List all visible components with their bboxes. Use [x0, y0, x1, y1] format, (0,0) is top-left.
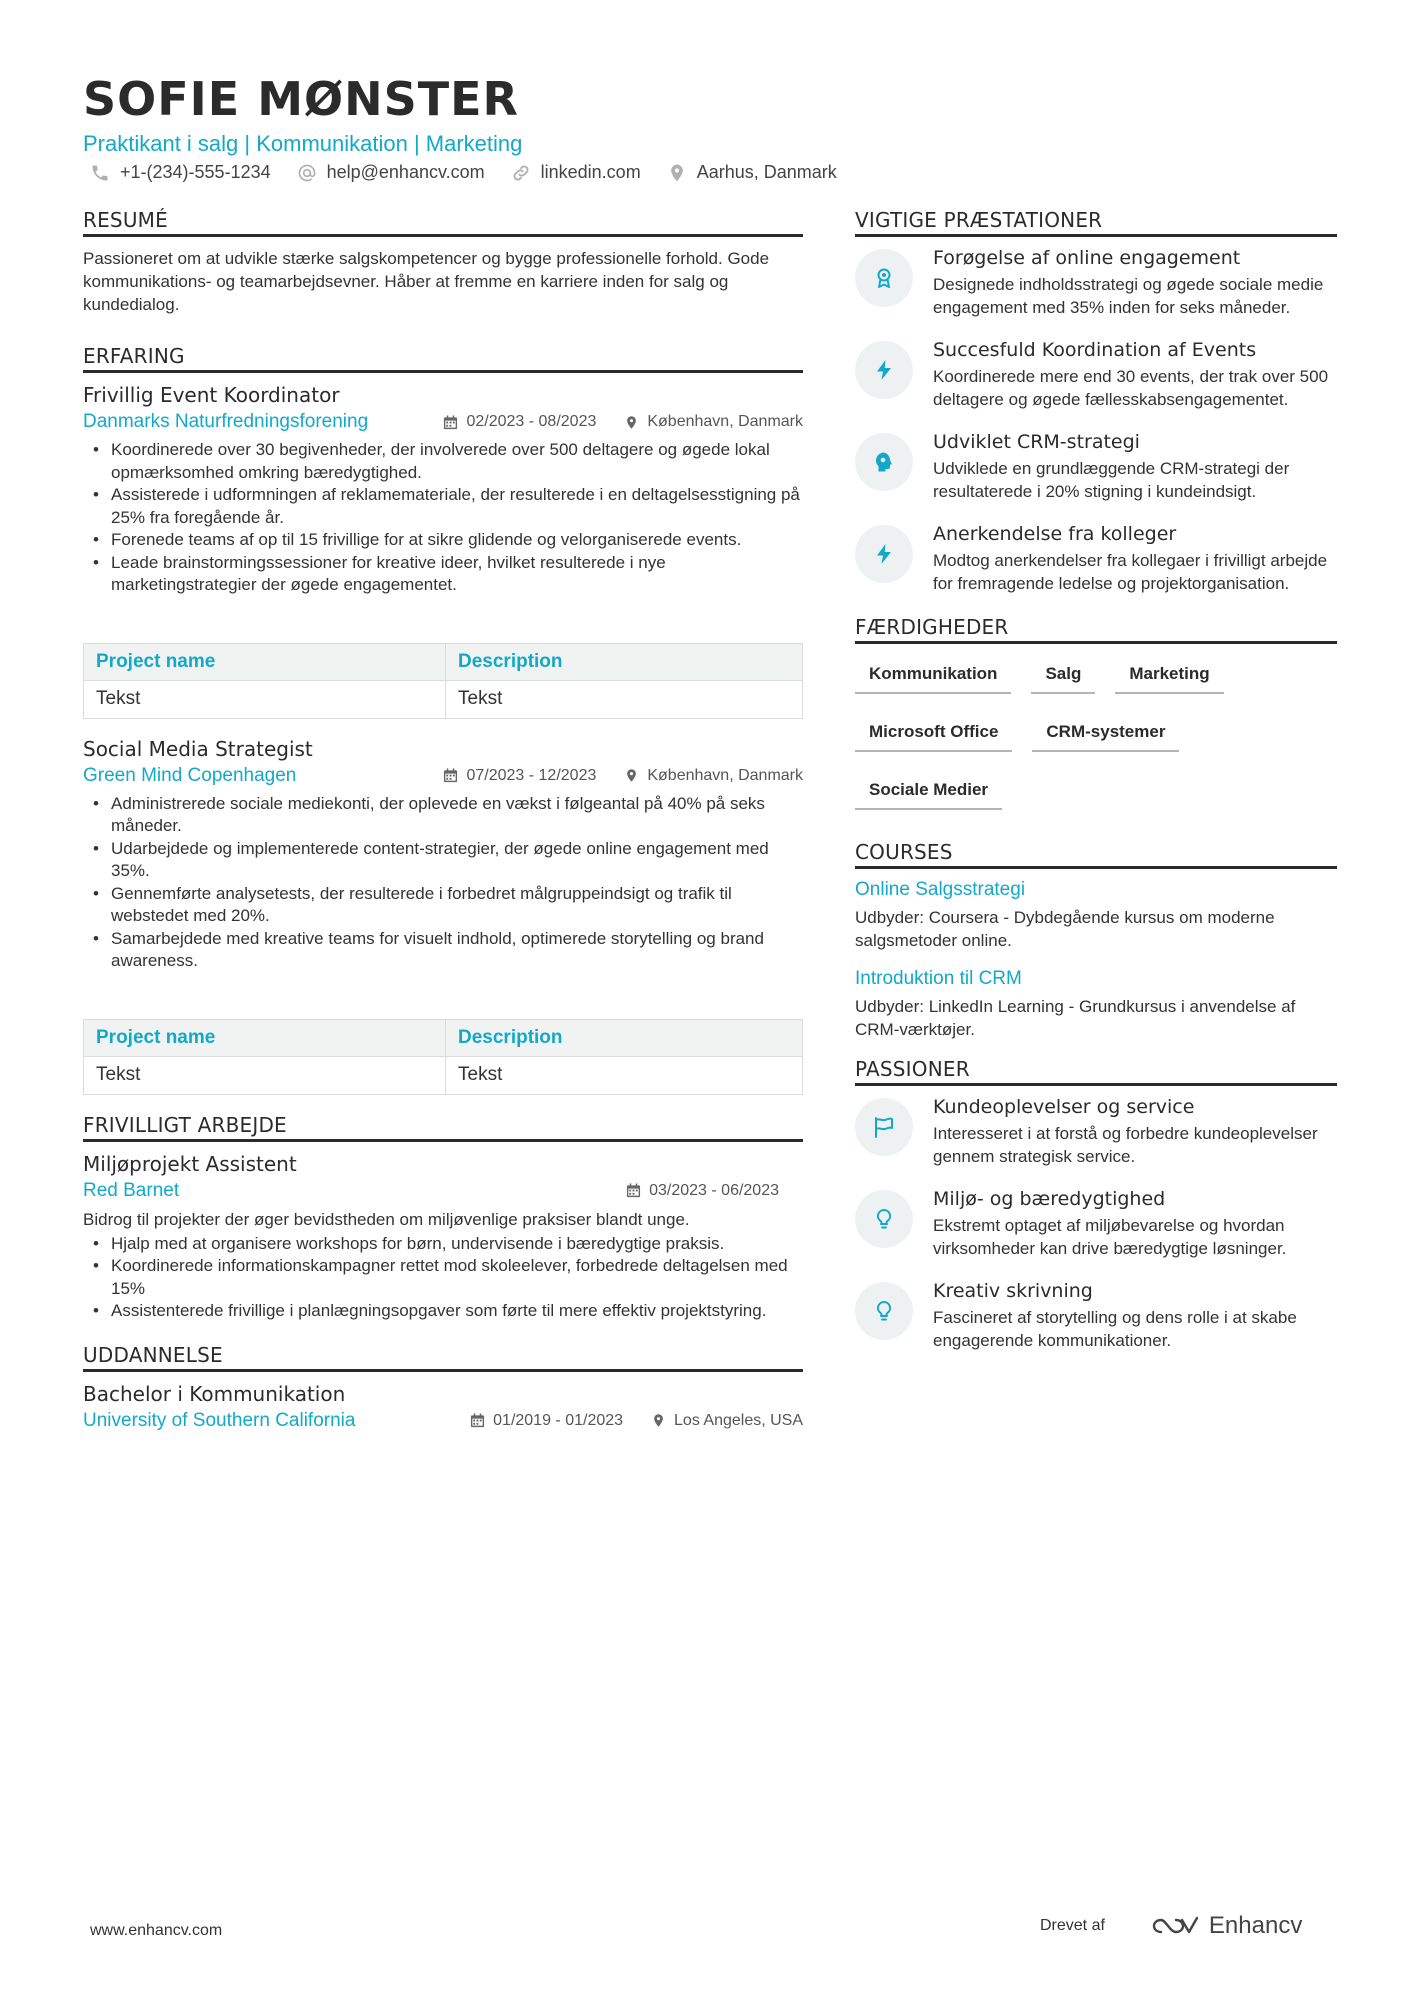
phone-text: +1-(234)-555-1234: [120, 162, 271, 182]
achievements-section: [855, 208, 1337, 595]
achievement-desc: Udviklede en grundlæggende CRM-strategi der resultaterede i 20% stigning i kundeindsigt.: [933, 459, 1290, 501]
bullet-item: • Gennemførte analysetests, der resulterede i forbedret målgruppeindsigt og trafik til webstedet med 20%.: [93, 883, 803, 928]
table-header-row: [84, 1019, 803, 1056]
contact-email[interactable]: [297, 162, 485, 183]
achievement-desc: Koordinerede mere end 30 events, der trak over 500 deltagere og øgede fællesskabsengagementet.: [933, 367, 1329, 409]
job-dates: [443, 767, 596, 785]
contact-phone: [90, 162, 271, 183]
summary-heading: RESUMÉ: [83, 208, 803, 237]
flag-icon: [872, 1115, 896, 1139]
lightbulb-icon: [872, 1207, 896, 1231]
column-header: Description: [446, 643, 803, 680]
table-cell: Tekst: [446, 1056, 803, 1094]
project-table: [83, 1019, 803, 1095]
achievement-title: Udviklet CRM-strategi: [933, 431, 1140, 453]
location-pin-icon: [651, 1413, 666, 1428]
powered-by-label: Drevet af: [1040, 1917, 1105, 1934]
contact-linkedin[interactable]: [511, 162, 641, 183]
at-icon: [297, 163, 317, 183]
brand-name: Enhancv: [1208, 1912, 1303, 1939]
education-dates: [470, 1412, 623, 1430]
bullet-item: • Forenede teams af op til 15 frivillige for at sikre glidende og velorganiserede events.: [93, 529, 803, 552]
linkedin-text: linkedin.com: [540, 162, 641, 182]
lightbulb-icon: [872, 1299, 896, 1323]
location-pin-icon: [624, 415, 639, 430]
contact-bar: [90, 162, 837, 183]
job-title: Social Media Strategist: [83, 736, 313, 761]
calendar-icon: [443, 768, 458, 783]
passion-desc: Ekstremt optaget af miljøbevarelse og hvordan virksomheder kan drive bæredygtige løsninger.: [933, 1216, 1287, 1258]
passions-heading: PASSIONER: [855, 1057, 1337, 1086]
location-text: Aarhus, Danmark: [696, 162, 837, 182]
summary-text: Passioneret om at udvikle stærke salgskompetencer og bygge professionelle forhold. Gode kommunikations- og teamarbejdsevner. Håber at fremme en karriere inden for salg og kundedialog.: [83, 249, 770, 314]
enhancv-logo-icon: [1151, 1914, 1199, 1938]
bullet-item: • Koordinerede informationskampagner rettet mod skoleelever, forbedrede deltagelsen med 15%: [93, 1255, 803, 1300]
skill-tag: Salg: [1031, 658, 1095, 694]
passion-body: [933, 1280, 1337, 1352]
link-icon: [511, 163, 531, 183]
passion-desc: Fascineret af storytelling og dens rolle i at skabe engagerende kommunikationer.: [933, 1308, 1297, 1350]
passion-title: Miljø- og bæredygtighed: [933, 1188, 1166, 1210]
calendar-icon: [443, 415, 458, 430]
achievement-desc: Designede indholdsstrategi og øgede sociale medie engagement med 35% inden for seks måneder.: [933, 275, 1324, 317]
table-cell: Tekst: [84, 680, 446, 718]
skill-tag: CRM-systemer: [1032, 716, 1179, 752]
education-meta: [83, 1410, 803, 1432]
job-title: Frivillig Event Koordinator: [83, 383, 340, 407]
job-location: [624, 413, 803, 431]
candidate-subtitle: Praktikant i salg | Kommunikation | Marketing: [83, 131, 523, 156]
course-desc: Udbyder: LinkedIn Learning - Grundkursus i anvendelse af CRM-værktøjer.: [855, 997, 1296, 1039]
passion-badge: [855, 1190, 913, 1248]
enhancv-logo[interactable]: [1151, 1912, 1302, 1940]
achievement-badge: [855, 525, 913, 583]
passion-body: [933, 1188, 1337, 1260]
education-location-text: Los Angeles, USA: [674, 1411, 803, 1429]
volunteer-meta: [83, 1180, 803, 1202]
email-text: help@enhancv.com: [326, 162, 485, 182]
passion-item: [855, 1280, 1337, 1352]
job-organization: Danmarks Naturfredningsforening: [83, 411, 369, 432]
courses-heading: COURSES: [855, 840, 1337, 869]
volunteer-dates-text: 03/2023 - 06/2023: [649, 1181, 779, 1199]
job-organization: Green Mind Copenhagen: [83, 764, 297, 786]
skill-tag: Microsoft Office: [855, 716, 1012, 752]
education-degree: Bachelor i Kommunikation: [83, 1381, 346, 1406]
skills-section: [855, 615, 1337, 810]
table-header-row: [84, 643, 803, 680]
passion-item: [855, 1096, 1337, 1168]
passion-body: [933, 1096, 1337, 1168]
education-location: [651, 1412, 803, 1430]
skills-heading: FÆRDIGHEDER: [855, 615, 1337, 644]
achievements-heading: VIGTIGE PRÆSTATIONER: [855, 208, 1337, 237]
brain-icon: [872, 450, 896, 474]
table-cell: Tekst: [446, 680, 803, 718]
achievement-item: [855, 339, 1337, 411]
bolt-icon: [872, 358, 896, 382]
location-pin-icon: [667, 163, 687, 183]
column-header: Project name: [84, 1019, 446, 1056]
passion-badge: [855, 1282, 913, 1340]
job-entry: [83, 383, 803, 719]
bullet-item: • Hjalp med at organisere workshops for børn, undervisende i bæredygtige praksis.: [93, 1233, 803, 1256]
bullet-item: • Udarbejdede og implementerede content-strategier, der øgede online engagement med 35%.: [93, 838, 803, 883]
column-header: Description: [446, 1019, 803, 1056]
project-table: [83, 643, 803, 719]
volunteer-heading: FRIVILLIGT ARBEJDE: [83, 1113, 803, 1142]
passion-title: Kundeoplevelser og service: [933, 1096, 1195, 1118]
volunteer-dates: [626, 1182, 779, 1200]
volunteer-role: Miljøprojekt Assistent: [83, 1151, 297, 1176]
achievement-body: [933, 339, 1337, 411]
contact-location: [667, 162, 837, 183]
course-title: Introduktion til CRM: [855, 968, 1022, 989]
bullet-item: • Leade brainstormingssessioner for kreative ideer, hvilket resulterede i nye marketingstrategier der øgede engagementet.: [93, 552, 803, 597]
course-title: Online Salgsstrategi: [855, 879, 1026, 900]
table-cell: Tekst: [84, 1056, 446, 1094]
left-column: [83, 208, 803, 1438]
job-entry: [83, 737, 803, 1095]
right-column: [855, 208, 1337, 1372]
job-dates: [443, 413, 596, 431]
location-pin-icon: [624, 768, 639, 783]
job-bullets: [83, 793, 803, 973]
achievement-badge: [855, 433, 913, 491]
bolt-icon: [872, 542, 896, 566]
job-meta: [83, 411, 803, 433]
achievement-desc: Modtog anerkendelser fra kollegaer i frivilligt arbejde for fremragende ledelse og projektorganisation.: [933, 551, 1328, 593]
education-dates-text: 01/2019 - 01/2023: [493, 1411, 624, 1429]
achievement-item: [855, 523, 1337, 595]
skills-list: [855, 654, 1337, 810]
courses-section: [855, 840, 1337, 1041]
volunteer-bullets: [83, 1233, 803, 1323]
passions-section: [855, 1057, 1337, 1352]
passion-title: Kreativ skrivning: [933, 1280, 1093, 1302]
job-bullets: [83, 439, 803, 597]
footer-website[interactable]: www.enhancv.com: [90, 1922, 223, 1939]
job-dates-text: 07/2023 - 12/2023: [466, 766, 597, 784]
achievement-badge: [855, 341, 913, 399]
table-row: [84, 680, 803, 718]
bullet-item: • Assistenterede frivillige i planlægningsopgaver som førte til mere effektiv projektstyring.: [93, 1300, 803, 1323]
skill-tag: Sociale Medier: [855, 774, 1002, 810]
bullet-item: • Samarbejdede med kreative teams for visuelt indhold, optimerede storytelling og brand awareness.: [93, 928, 803, 973]
column-header: Project name: [84, 643, 446, 680]
phone-icon: [90, 163, 110, 183]
bullet-item: • Koordinerede over 30 begivenheder, der involverede over 500 deltagere og øgede lokal opmærksomhed omkring bæredygtighed.: [93, 439, 803, 484]
experience-section: [83, 344, 803, 1095]
achievement-body: [933, 523, 1337, 595]
passion-badge: [855, 1098, 913, 1156]
job-dates-text: 02/2023 - 08/2023: [466, 413, 597, 430]
achievement-body: [933, 431, 1337, 503]
passion-item: [855, 1188, 1337, 1260]
volunteer-section: [83, 1113, 803, 1323]
calendar-icon: [626, 1183, 641, 1198]
skill-tag: Marketing: [1115, 658, 1223, 694]
achievement-title: Forøgelse af online engagement: [933, 247, 1241, 269]
education-heading: UDDANNELSE: [83, 1343, 803, 1372]
passion-desc: Interesseret i at forstå og forbedre kundeoplevelser gennem strategisk service.: [933, 1124, 1318, 1166]
achievement-title: Anerkendelse fra kolleger: [933, 523, 1177, 545]
calendar-icon: [470, 1413, 485, 1428]
bullet-item: • Assisterede i udformningen af reklamemateriale, der resulterede i en deltagelsesstigning på 25% fra foregående år.: [93, 484, 803, 529]
job-location-text: København, Danmark: [647, 413, 803, 430]
achievement-badge: [855, 249, 913, 307]
footer-powered-by: [1040, 1912, 1302, 1940]
table-row: [84, 1056, 803, 1094]
skill-tag: Kommunikation: [855, 658, 1011, 694]
course-desc: Udbyder: Coursera - Dybdegående kursus om moderne salgsmetoder online.: [855, 908, 1275, 950]
education-section: [83, 1343, 803, 1432]
achievement-title: Succesfuld Koordination af Events: [933, 339, 1257, 361]
achievement-item: [855, 247, 1337, 319]
job-location-text: København, Danmark: [647, 766, 803, 784]
volunteer-organization: Red Barnet: [83, 1179, 180, 1201]
education-school: University of Southern California: [83, 1409, 356, 1431]
summary-section: [83, 208, 803, 316]
experience-heading: ERFARING: [83, 344, 803, 373]
achievement-item: [855, 431, 1337, 503]
award-icon: [872, 266, 896, 290]
candidate-name: SOFIE MØNSTER: [83, 72, 519, 126]
job-location: [624, 767, 803, 785]
bullet-item: • Administrerede sociale mediekonti, der oplevede en vækst i følgeantal på 40% på seks måneder.: [93, 793, 803, 838]
job-meta: [83, 765, 803, 787]
achievement-body: [933, 247, 1337, 319]
volunteer-intro: Bidrog til projekter der øger bevidstheden om miljøvenlige praksiser blandt unge.: [83, 1209, 690, 1229]
